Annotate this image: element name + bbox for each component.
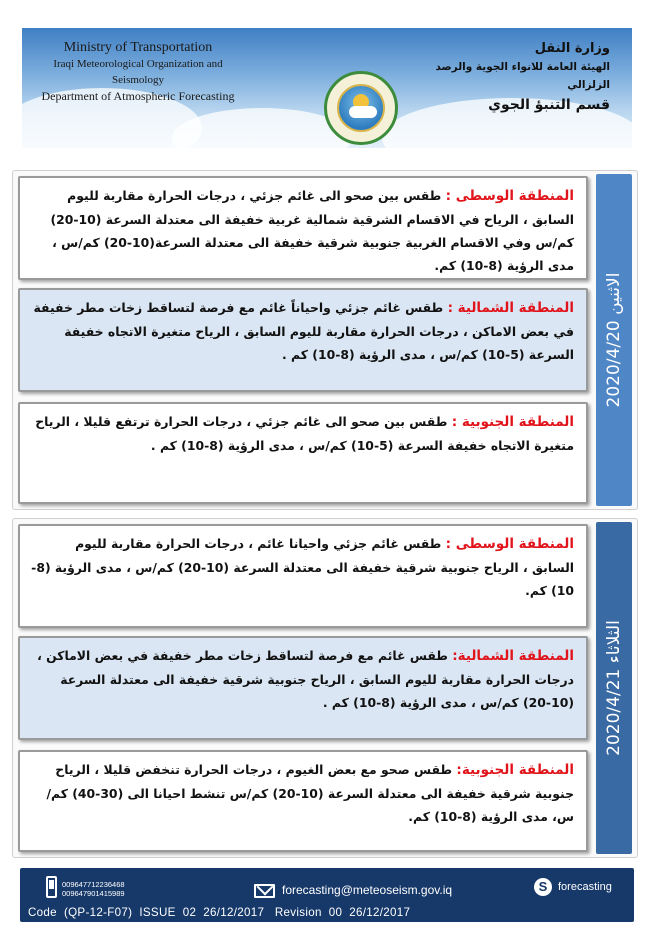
- region-north: [18, 636, 588, 740]
- ministry-ar: وزارة النقل: [534, 41, 610, 56]
- phone-icon: [46, 876, 57, 898]
- region-south: [18, 750, 588, 852]
- footer-bar: [20, 868, 634, 922]
- region-title: المنطقة الشمالية :: [447, 300, 574, 316]
- org-en: Iraqi Meteorological Organization and Seismology: [53, 58, 223, 86]
- skype-icon: S: [534, 878, 552, 896]
- region-forecast: طقس بين صحو الى غائم جزئي ، درجات الحرارة ترتفع قليلا ، الرياح متغيرة الاتجاه خفيفة السرعة (5-10) كم/س ، مدى الرؤية (8-10) كم .: [35, 414, 574, 453]
- region-title: المنطقة الجنوبية :: [451, 414, 574, 430]
- region-title: المنطقة الجنوبية:: [456, 762, 574, 778]
- region-south: [18, 402, 588, 504]
- dept-ar: قسم التنبؤ الجوي: [488, 97, 610, 113]
- region-forecast: طقس غائم جزئي واحيانا غائم ، درجات الحرارة مقاربة لليوم السابق ، الرياح جنوبية شرقية خفيفة الى معتدلة السرعة (10-20) كم/س ، مدى الرؤية (8-10) كم.: [31, 536, 574, 598]
- document-code: Code (QP-12-F07) ISSUE 02 26/12/2017 Revision 00 26/12/2017: [28, 906, 411, 919]
- region-title: المنطقة الوسطى :: [445, 536, 574, 552]
- region-forecast: طقس صحو مع بعض الغيوم ، درجات الحرارة تنخفض قليلا ، الرياح جنوبية شرقية خفيفة الى معتدلة السرعة (10-20) كم/س تنشط احيانا الى (30-40) كم/س، مدى الرؤية (8-10) كم.: [46, 762, 574, 824]
- region-title: المنطقة الشمالية:: [452, 648, 574, 664]
- day-label-column: [596, 522, 632, 854]
- header-banner: [22, 28, 632, 148]
- phone-number[interactable]: 009647901415989: [62, 889, 125, 898]
- email-link[interactable]: forecasting@meteoseism.gov.iq: [282, 883, 453, 897]
- day-section-monday: [12, 170, 638, 510]
- day-section-tuesday: [12, 518, 638, 858]
- logo-emblem: [337, 84, 385, 132]
- organization-logo: [324, 71, 398, 145]
- skype-handle[interactable]: forecasting: [558, 881, 612, 893]
- cloud-icon: [349, 106, 377, 118]
- ministry-en: Ministry of Transportation: [63, 40, 213, 55]
- dept-en: Department of Atmospheric Forecasting: [41, 89, 235, 103]
- region-forecast: طقس بين صحو الى غائم جزئي ، درجات الحرارة مقاربة لليوم السابق ، الرياح في الاقسام الشرقية شمالية غربية خفيفة الى معتدلة السرعة (10-20) كم/س وفي الاقسام الغربية جنوبية شرقية خفيفة الى معتدلة السرعة(10-20) كم/س ، مدى الرؤية (8-10) كم.: [50, 188, 574, 273]
- header-english: [28, 40, 248, 104]
- region-north: [18, 288, 588, 392]
- region-forecast: طقس غائم جزئي واحياناً غائم مع فرصة لتساقط زخات مطر خفيفة في بعض الاماكن ، درجات الحرارة مقاربة لليوم السابق ، الرياح متغيرة الاتجاه خفيفة السرعة (5-10) كم/س ، مدى الرؤية (8-10) كم .: [33, 300, 574, 362]
- phone-number[interactable]: 009647712236468: [62, 880, 125, 889]
- day-label: الاثنين 2020/4/20: [604, 272, 624, 408]
- org-ar: الهيئة العامة للانواء الجوية والرصد الزلزالي: [435, 61, 610, 91]
- day-label-column: [596, 174, 632, 506]
- header-arabic: [410, 40, 610, 116]
- day-label: الثلاثاء 2020/4/21: [604, 620, 624, 756]
- region-central: [18, 524, 588, 628]
- region-forecast: طقس غائم مع فرصة لتساقط زخات مطر خفيفة في بعض الاماكن ، درجات الحرارة مقاربة لليوم السابق ، الرياح جنوبية شرقية خفيفة الى معتدلة السرعة (10-20) كم/س ، مدى الرؤية (8-10) كم .: [37, 648, 574, 710]
- region-title: المنطقة الوسطى :: [445, 188, 574, 204]
- phone-numbers: [62, 880, 125, 898]
- mail-icon: [254, 884, 275, 898]
- region-central: [18, 176, 588, 280]
